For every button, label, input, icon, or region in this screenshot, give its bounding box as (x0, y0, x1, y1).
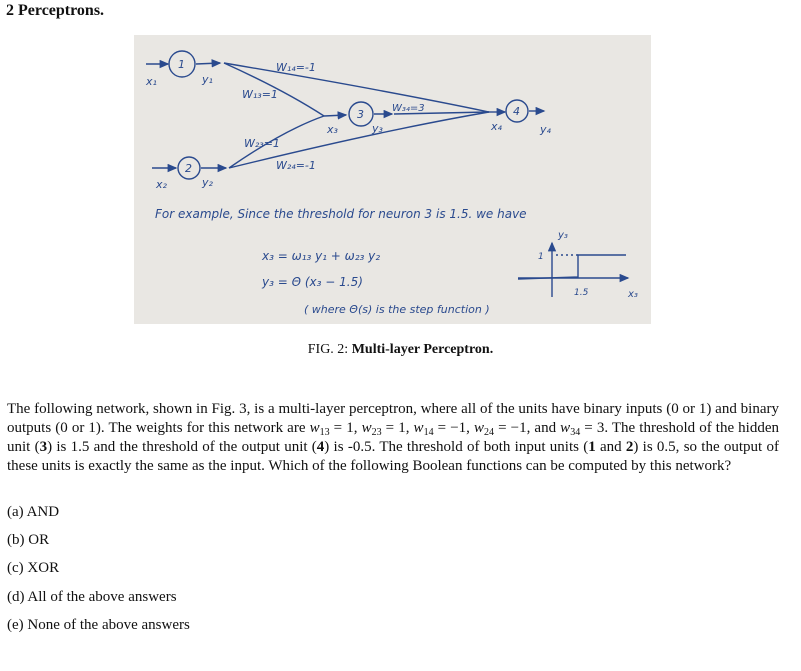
text: The threshold of the hidden unit ( (7, 420, 780, 455)
label-x4: x₄ (491, 120, 502, 133)
network-diagram (134, 35, 651, 324)
equation-y3: y₃ = Θ (x₃ − 1.5) (262, 275, 363, 289)
weight-w13: W₁₃=1 (242, 88, 278, 101)
weight-w34: W₃₄=3 (392, 103, 425, 114)
plot-xlabel: x₃ (628, 289, 638, 300)
unit-4: 4 (316, 439, 325, 455)
figure-note: For example, Since the threshold for neuron 3 is 1.5. we have (155, 207, 527, 221)
label-x1: x₁ (146, 75, 157, 88)
weight-w23: W₂₃=1 (244, 137, 280, 150)
equation-x3: x₃ = ω₁₃ y₁ + ω₂₃ y₂ (262, 249, 381, 263)
neuron-2-label: 2 (185, 162, 192, 175)
option-a: (a) AND (7, 504, 60, 520)
label-x3: x₃ (327, 123, 338, 136)
figure-caption (0, 342, 801, 358)
equation-note: ( where Θ(s) is the step function ) (304, 303, 490, 316)
option-b: (b) OR (7, 532, 50, 548)
neuron-4-label: 4 (513, 105, 520, 118)
text: The following network, shown in Fig. 3, is a multi-layer perceptron, where all of the units have binary inputs (0 or 1) and binary outputs (0 or 1). The weights for this network are (7, 401, 779, 436)
question-paragraph (7, 400, 779, 476)
text: ) is 1.5 and the threshold of the output unit ( (47, 439, 317, 455)
weight-w34: $w_{34} = 3$. (560, 420, 609, 438)
network-figure (134, 35, 651, 324)
weight-w24: $w_{24} = -1$, and (473, 420, 561, 438)
plot-xtick: 1.5 (574, 288, 589, 298)
weight-w24: W₂₄=-1 (276, 159, 316, 172)
text: ) is 0.5, so the output of these units is exactly the same as the input. Which of the following Boolean functions can be computed by this network? (7, 439, 779, 474)
option-e: (e) None of the above answers (7, 617, 190, 633)
text: ) is -0.5. The threshold of both input units ( (324, 439, 589, 455)
unit-2: 2 (625, 439, 634, 455)
weight-w14: $w_{14} = -1$, (413, 420, 474, 438)
option-d: (d) All of the above answers (7, 589, 177, 605)
plot-ylabel: y₃ (558, 230, 568, 241)
caption-prefix: FIG. 2: (307, 342, 352, 357)
unit-3: 3 (39, 439, 48, 455)
caption-title: Multi-layer Perceptron. (351, 342, 494, 357)
unit-1: 1 (588, 439, 596, 455)
plot-ytick: 1 (538, 252, 544, 262)
neuron-1-label: 1 (178, 58, 185, 71)
section-title: 2 Perceptrons. (6, 2, 105, 19)
option-c: (c) XOR (7, 560, 60, 576)
label-y4: y₄ (540, 123, 551, 136)
label-x2: x₂ (156, 178, 167, 191)
label-y1: y₁ (202, 73, 213, 86)
text: and (595, 439, 626, 455)
neuron-3-label: 3 (357, 108, 364, 121)
weight-w13: $w_{13} = 1$, (309, 420, 362, 438)
label-y3: y₃ (372, 122, 383, 135)
weight-w23: $w_{23} = 1$, (361, 420, 414, 438)
label-y2: y₂ (202, 176, 213, 189)
weight-w14: W₁₄=-1 (276, 61, 316, 74)
